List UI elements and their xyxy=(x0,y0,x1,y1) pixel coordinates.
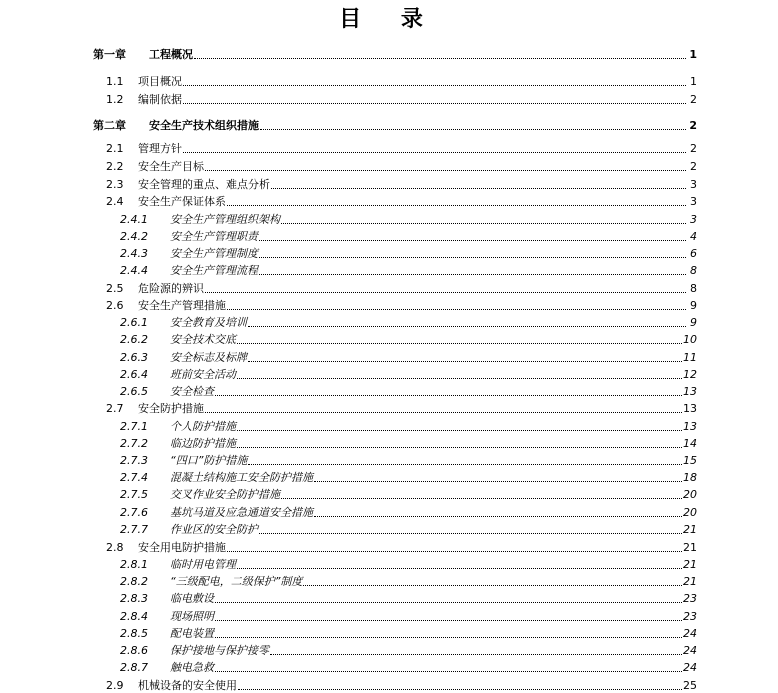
dot-leader xyxy=(259,239,686,241)
dot-leader xyxy=(259,273,686,275)
toc-entry-number: 2.6.1 xyxy=(120,316,148,329)
dot-leader xyxy=(237,446,682,448)
toc-entry[interactable] xyxy=(120,349,697,365)
dot-leader xyxy=(237,429,682,431)
toc-entry-page-number: 21 xyxy=(683,575,697,588)
dot-leader xyxy=(183,102,686,104)
dot-leader xyxy=(248,360,682,362)
toc-entry-title: 编制依据 xyxy=(138,93,182,106)
toc-entry-title: 危险源的辨识 xyxy=(138,282,204,295)
toc-entry-number: 2.6.3 xyxy=(120,351,148,364)
dot-leader xyxy=(314,480,682,482)
toc-entry-number: 第一章 xyxy=(93,48,126,61)
toc-entry-title: 安全生产管理职责 xyxy=(170,230,258,243)
toc-entry-title: 班前安全活动 xyxy=(170,368,236,381)
toc-entry-title: 安全防护措施 xyxy=(138,402,204,415)
toc-entry-title: 混凝土结构施工安全防护措施 xyxy=(170,471,313,484)
toc-entry-page-number: 13 xyxy=(683,385,697,398)
toc-entry-number: 2.6.5 xyxy=(120,385,148,398)
toc-entry-title: 管理方针 xyxy=(138,142,182,155)
dot-leader xyxy=(227,550,682,552)
toc-entry[interactable] xyxy=(106,400,697,416)
dot-leader xyxy=(260,128,686,130)
toc-entry[interactable] xyxy=(106,193,697,209)
toc-entry[interactable] xyxy=(106,280,697,296)
dot-leader xyxy=(259,532,682,534)
dot-leader xyxy=(238,688,682,690)
dot-leader xyxy=(194,57,686,59)
toc-entry[interactable] xyxy=(120,625,697,641)
toc-entry[interactable] xyxy=(106,176,697,192)
toc-entry-page-number: 20 xyxy=(683,488,697,501)
toc-entry[interactable] xyxy=(120,659,697,675)
toc-entry-title: 安全管理的重点、难点分析 xyxy=(138,178,270,191)
toc-entry[interactable] xyxy=(106,539,697,555)
toc-entry[interactable] xyxy=(120,486,697,502)
toc-entry[interactable] xyxy=(120,521,697,537)
toc-entry-title: 临时用电管理 xyxy=(170,558,236,571)
dot-leader xyxy=(215,670,682,672)
toc-entry-page-number: 14 xyxy=(683,437,697,450)
toc-entry-number: 2.2 xyxy=(106,160,124,173)
dot-leader xyxy=(237,377,682,379)
toc-entry[interactable] xyxy=(120,642,697,658)
toc-entry-title: 工程概况 xyxy=(149,48,193,61)
toc-entry-number: 2.5 xyxy=(106,282,124,295)
toc-entry-title: 安全生产目标 xyxy=(138,160,204,173)
toc-entry[interactable] xyxy=(120,228,697,244)
toc-entry-page-number: 6 xyxy=(690,247,697,260)
toc-entry-title: 保护接地与保护接零 xyxy=(170,644,269,657)
toc-entry-title: “三级配电，二级保护”制度 xyxy=(170,575,303,588)
toc-entry-title: 临电敷设 xyxy=(170,592,214,605)
dot-leader xyxy=(183,84,686,86)
toc-entry-number: 2.7.6 xyxy=(120,506,148,519)
toc-entry-page-number: 23 xyxy=(683,592,697,605)
dot-leader xyxy=(227,308,686,310)
dot-leader xyxy=(281,222,686,224)
toc-entry-number: 2.6.2 xyxy=(120,333,148,346)
toc-entry-number: 2.1 xyxy=(106,142,124,155)
dot-leader xyxy=(205,291,686,293)
toc-entry-number: 2.3 xyxy=(106,178,124,191)
toc-entry-title: 基坑马道及应急通道安全措施 xyxy=(170,506,313,519)
toc-entry[interactable] xyxy=(120,331,697,347)
toc-entry-number: 2.7.3 xyxy=(120,454,148,467)
toc-entry-page-number: 2 xyxy=(689,119,697,132)
toc-entry-number: 2.4.4 xyxy=(120,264,148,277)
dot-leader xyxy=(237,567,682,569)
toc-entry-number: 2.8.2 xyxy=(120,575,148,588)
toc-entry-page-number: 2 xyxy=(690,160,697,173)
toc-entry-title: 安全技术交底 xyxy=(170,333,236,346)
toc-entry[interactable] xyxy=(120,608,697,624)
toc-entry[interactable] xyxy=(106,91,697,107)
toc-entry-page-number: 21 xyxy=(683,523,697,536)
toc-entry-number: 2.7.4 xyxy=(120,471,148,484)
toc-entry-page-number: 8 xyxy=(690,264,697,277)
toc-entry-number: 2.8 xyxy=(106,541,124,554)
toc-entry-title: 安全标志及标牌 xyxy=(170,351,247,364)
toc-entry-page-number: 1 xyxy=(690,75,697,88)
toc-entry-page-number: 9 xyxy=(690,316,697,329)
toc-entry[interactable] xyxy=(106,140,697,156)
toc-entry-page-number: 3 xyxy=(690,178,697,191)
toc-entry-page-number: 9 xyxy=(690,299,697,312)
toc-entry-page-number: 1 xyxy=(689,48,697,61)
toc-entry-number: 2.7.5 xyxy=(120,488,148,501)
dot-leader xyxy=(227,204,686,206)
toc-entry-number: 2.8.1 xyxy=(120,558,148,571)
toc-entry[interactable] xyxy=(120,262,697,278)
dot-leader xyxy=(259,256,686,258)
dot-leader xyxy=(215,619,682,621)
toc-entry-number: 2.8.5 xyxy=(120,627,148,640)
toc-entry-page-number: 24 xyxy=(683,627,697,640)
toc-entry-title: 安全生产保证体系 xyxy=(138,195,226,208)
dot-leader xyxy=(303,584,682,586)
toc-entry[interactable] xyxy=(93,117,697,133)
toc-entry-page-number: 2 xyxy=(690,93,697,106)
toc-entry-page-number: 11 xyxy=(683,351,697,364)
toc-entry-title: 个人防护措施 xyxy=(170,420,236,433)
toc-entry-title: 临边防护措施 xyxy=(170,437,236,450)
toc-entry-number: 第二章 xyxy=(93,119,126,132)
dot-leader xyxy=(183,151,686,153)
toc-entry-number: 2.4.3 xyxy=(120,247,148,260)
dot-leader xyxy=(237,342,682,344)
toc-entry[interactable] xyxy=(120,366,697,382)
toc-entry-number: 2.6.4 xyxy=(120,368,148,381)
toc-entry-number: 2.7.2 xyxy=(120,437,148,450)
toc-entry-page-number: 3 xyxy=(690,213,697,226)
toc-entry-title: 安全生产管理措施 xyxy=(138,299,226,312)
toc-entry-number: 2.7.7 xyxy=(120,523,148,536)
toc-entry-page-number: 10 xyxy=(683,333,697,346)
toc-entry-title: 机械设备的安全使用 xyxy=(138,679,237,692)
toc-entry-page-number: 20 xyxy=(683,506,697,519)
toc-entry[interactable] xyxy=(106,73,697,89)
dot-leader xyxy=(215,636,682,638)
toc-entry-number: 2.8.6 xyxy=(120,644,148,657)
toc-entry-title: 现场照明 xyxy=(170,610,214,623)
toc-entry[interactable] xyxy=(120,314,697,330)
dot-leader xyxy=(281,497,682,499)
toc-entry-page-number: 23 xyxy=(683,610,697,623)
toc-entry[interactable] xyxy=(106,158,697,174)
toc-entry[interactable] xyxy=(120,211,697,227)
toc-entry-page-number: 21 xyxy=(683,541,697,554)
toc-entry[interactable] xyxy=(120,245,697,261)
toc-entry-title: 安全生产管理制度 xyxy=(170,247,258,260)
toc-entry-number: 2.4 xyxy=(106,195,124,208)
dot-leader xyxy=(205,169,686,171)
toc-entry-number: 2.7.1 xyxy=(120,420,148,433)
toc-entry-title: 作业区的安全防护 xyxy=(170,523,258,536)
toc-entry-page-number: 13 xyxy=(683,420,697,433)
toc-entry-page-number: 8 xyxy=(690,282,697,295)
dot-leader xyxy=(314,515,682,517)
toc-entry-page-number: 3 xyxy=(690,195,697,208)
toc-entry-number: 2.4.2 xyxy=(120,230,148,243)
toc-entry-page-number: 18 xyxy=(683,471,697,484)
toc-entry[interactable] xyxy=(120,469,697,485)
toc-entry-title: “四口”防护措施 xyxy=(170,454,248,467)
toc-entry-title: 安全检查 xyxy=(170,385,214,398)
toc-entry[interactable] xyxy=(120,590,697,606)
toc-entry-page-number: 24 xyxy=(683,661,697,674)
dot-leader xyxy=(248,325,686,327)
toc-entry-title: 安全教育及培训 xyxy=(170,316,247,329)
dot-leader xyxy=(215,601,682,603)
dot-leader xyxy=(248,463,682,465)
toc-entry[interactable] xyxy=(120,573,697,589)
toc-entry-title: 安全生产管理组织架构 xyxy=(170,213,280,226)
toc-entry-number: 2.7 xyxy=(106,402,124,415)
toc-entry-page-number: 21 xyxy=(683,558,697,571)
toc-entry-page-number: 13 xyxy=(683,402,697,415)
toc-entry-page-number: 24 xyxy=(683,644,697,657)
toc-entry-page-number: 15 xyxy=(683,454,697,467)
page-title: 目 录 xyxy=(339,6,439,32)
toc-entry-page-number: 4 xyxy=(690,230,697,243)
toc-entry[interactable] xyxy=(120,383,697,399)
toc-entry[interactable] xyxy=(106,297,697,313)
toc-entry-number: 2.6 xyxy=(106,299,124,312)
toc-entry-title: 配电装置 xyxy=(170,627,214,640)
dot-leader xyxy=(205,411,682,413)
toc-entry-title: 触电急救 xyxy=(170,661,214,674)
toc-entry[interactable] xyxy=(93,46,697,62)
toc-entry[interactable] xyxy=(106,677,697,693)
toc-entry-number: 2.8.7 xyxy=(120,661,148,674)
toc-entry-title: 安全生产技术组织措施 xyxy=(149,119,259,132)
dot-leader xyxy=(270,653,682,655)
toc-entry-number: 2.8.3 xyxy=(120,592,148,605)
toc-entry-title: 安全生产管理流程 xyxy=(170,264,258,277)
toc-entry[interactable] xyxy=(120,418,697,434)
toc-entry-title: 交叉作业安全防护措施 xyxy=(170,488,280,501)
toc-entry-page-number: 25 xyxy=(683,679,697,692)
toc-entry-title: 安全用电防护措施 xyxy=(138,541,226,554)
toc-entry[interactable] xyxy=(120,556,697,572)
toc-entry-number: 2.8.4 xyxy=(120,610,148,623)
toc-entry-number: 2.4.1 xyxy=(120,213,148,226)
dot-leader xyxy=(271,187,686,189)
toc-entry-title: 项目概况 xyxy=(138,75,182,88)
dot-leader xyxy=(215,394,682,396)
toc-entry-page-number: 2 xyxy=(690,142,697,155)
toc-entry[interactable] xyxy=(120,504,697,520)
toc-entry-number: 2.9 xyxy=(106,679,124,692)
toc-entry-number: 1.2 xyxy=(106,93,124,106)
toc-entry[interactable] xyxy=(120,452,697,468)
toc-entry[interactable] xyxy=(120,435,697,451)
toc-entry-page-number: 12 xyxy=(683,368,697,381)
toc-entry-number: 1.1 xyxy=(106,75,124,88)
